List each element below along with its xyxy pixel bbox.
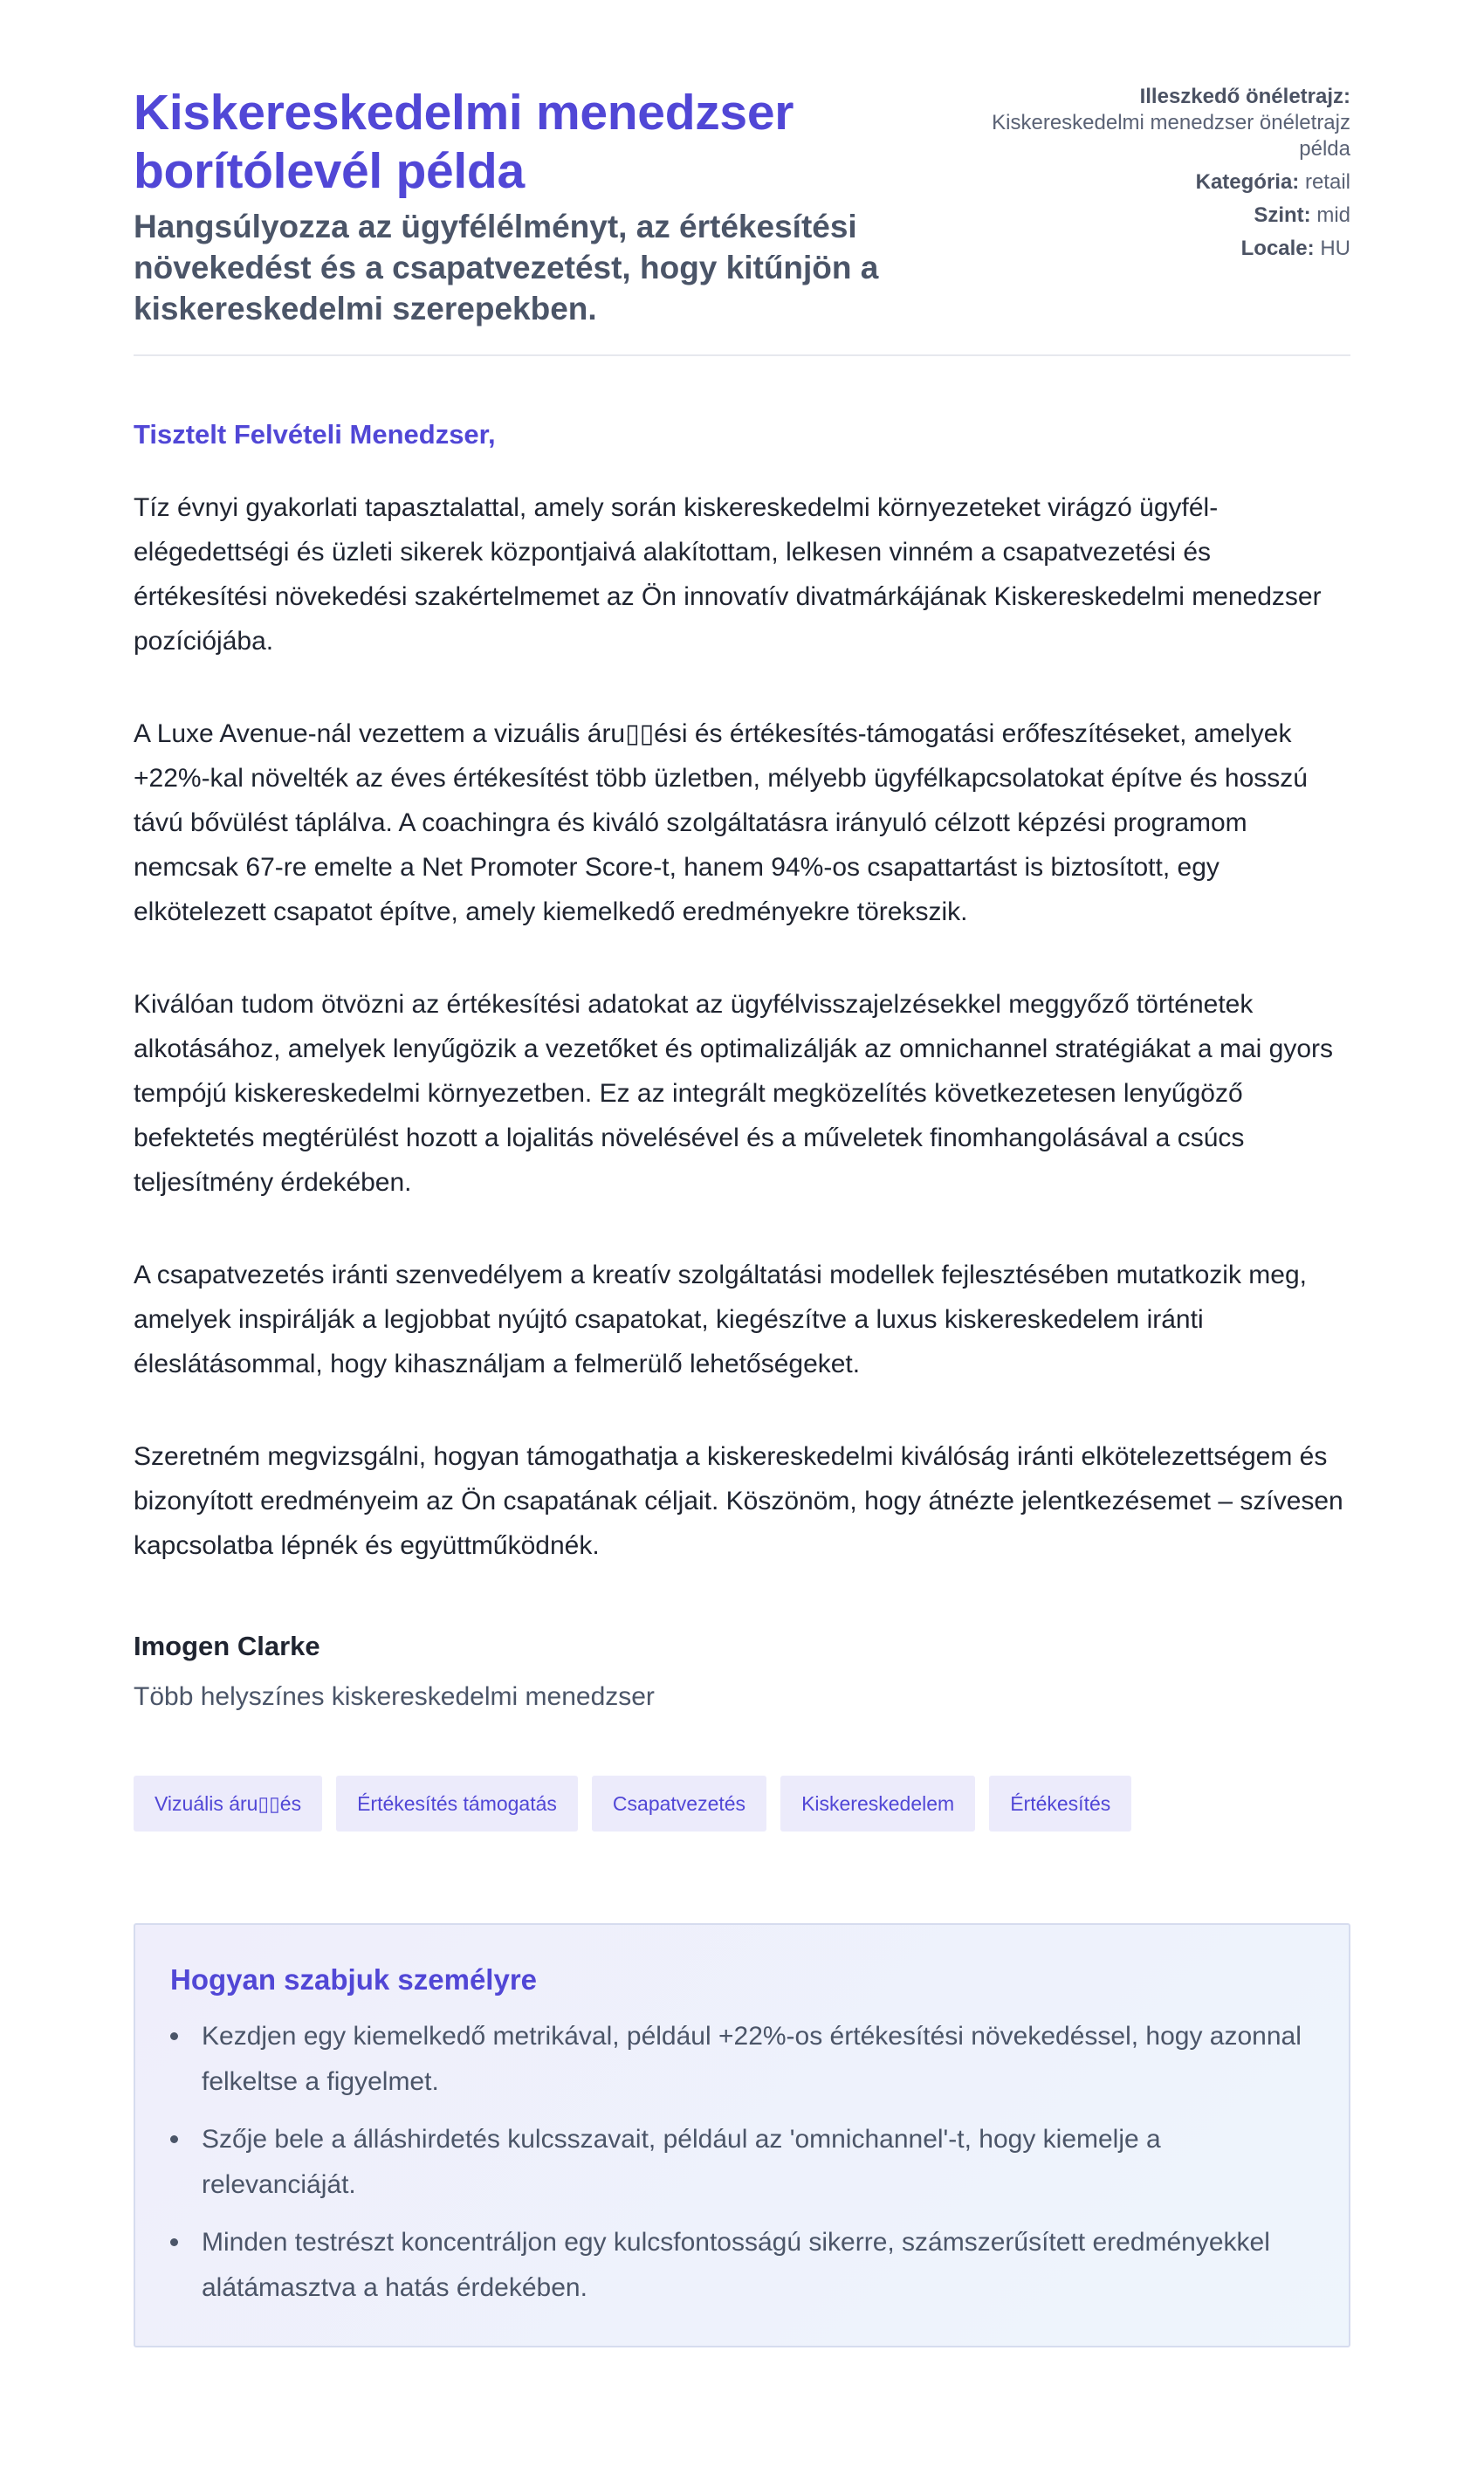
skill-tags [134, 1776, 1350, 1832]
meta-locale-value: HU [1320, 237, 1350, 260]
tip-text: Minden testrészt koncentráljon egy kulcsfontosságú sikerre, számszerűsített eredményekkel alátámasztva a hatás érdekében. [202, 2228, 1270, 2302]
letter-paragraph: Tíz évnyi gyakorlati tapasztalattal, amely során kiskereskedelmi környezeteket virágzó ügyfél-elégedettségi és üzleti sikerek központjaivá alakítottam, lelkesen vinném a csapatvezetési és értékesítési növekedési szakértelmemet az Ön innovatív divatmárkájának Kiskereskedelmi menedzser pozíciójába. [134, 493, 1322, 656]
skill-tag: Kiskereskedelem [780, 1776, 975, 1832]
signature-role: Több helyszínes kiskereskedelmi menedzser [134, 1682, 655, 1711]
page-subtitle: Hangsúlyozza az ügyfélélményt, az értékesítési növekedést és a csapatvezetést, hogy kitűnjön a kiskereskedelmi szerepekben. [134, 209, 879, 326]
tip-item [202, 2117, 1314, 2208]
meta-resume-value: Kiskereskedelmi menedzser önéletrajz példa [992, 111, 1350, 161]
tips-title: Hogyan szabjuk személyre [170, 1963, 538, 1996]
letter-paragraph: A csapatvezetés iránti szenvedélyem a kreatív szolgáltatási modellek fejlesztésében mutatkozik meg, amelyek inspirálják a legjobbat nyújtó csapatokat, kiegészítve a luxus kiskereskedelem iránti éleslátásommal, hogy kihasználjam a felmerülő lehetőségeket. [134, 1261, 1307, 1378]
signature-name: Imogen Clarke [134, 1631, 320, 1661]
meta-category-label: Kategória: [1195, 170, 1300, 194]
tip-item [202, 2014, 1314, 2105]
page-title: Kiskereskedelmi menedzser borítólevél példa [134, 85, 794, 199]
meta-locale-label: Locale: [1240, 237, 1315, 260]
meta-category [984, 169, 1350, 196]
meta-resume [984, 84, 1350, 162]
customization-tips [134, 1923, 1350, 2347]
bullet-icon [170, 2238, 178, 2246]
meta-level [984, 203, 1350, 229]
letter-paragraph: Kiválóan tudom ötvözni az értékesítési adatokat az ügyfélvisszajelzésekkel meggyőző történetek alkotásához, amelyek lenyűgözik a vezetőket és optimalizálják az omnichannel stratégiákat a mai gyors tempójú kiskereskedelmi környezetben. Ez az integrált megközelítés következetesen lenyűgöző befektetés megtérülést hozott a lojalitás növelésével és a műveletek finomhangolásával a csúcs teljesítmény érdekében. [134, 990, 1334, 1197]
tip-item [202, 2220, 1314, 2311]
meta-resume-label: Illeszkedő önéletrajz: [1139, 85, 1350, 108]
skill-tag: Csapatvezetés [592, 1776, 766, 1832]
bullet-icon [170, 2135, 178, 2143]
letter-paragraph: Szeretném megvizsgálni, hogyan támogathatja a kiskereskedelmi kiválóság iránti elkötelezettségem és bizonyított eredményeim az Ön csapatának céljait. Köszönöm, hogy átnézte jelentkezésemet – szívesen kapcsolatba lépnék és együttműködnék. [134, 1442, 1343, 1560]
meta-locale [984, 236, 1350, 262]
tips-list [170, 2014, 1314, 2311]
meta-category-value: retail [1304, 170, 1350, 194]
letter-salutation: Tisztelt Felvételi Menedzser, [134, 419, 496, 450]
page-header [134, 0, 1350, 356]
meta-level-label: Szint: [1254, 203, 1311, 227]
tip-text: Szője bele a álláshirdetés kulcsszavait, például az 'omnichannel'-t, hogy kiemelje a relevanciáját. [202, 2125, 1161, 2199]
skill-tag: Értékesítés támogatás [336, 1776, 578, 1832]
letter-body [134, 485, 1350, 1568]
skill-tag: Vizuális áru▯▯és [134, 1776, 322, 1832]
meta-level-value: mid [1316, 203, 1350, 227]
signature-block [134, 1629, 1350, 1715]
letter-paragraph: A Luxe Avenue-nál vezettem a vizuális áru▯▯ési és értékesítés-támogatási erőfeszítéseket, amelyek +22%-kal növelték az éves értékesítést több üzletben, mélyebb ügyfélkapcsolatokat építve és hosszú távú bővülést táplálva. A coachingra és kiváló szolgáltatásra irányuló célzott képzési programom nemcsak 67-re emelte a Net Promoter Score-t, hanem 94%-os csapattartást is biztosított, egy elkötelezett csapatot építve, amely kiemelkedő eredményekre törekszik. [134, 719, 1308, 926]
meta-panel [984, 84, 1350, 269]
bullet-icon [170, 2032, 178, 2040]
tip-text: Kezdjen egy kiemelkedő metrikával, például +22%-os értékesítési növekedéssel, hogy azonnal felkeltse a figyelmet. [202, 2022, 1302, 2096]
skill-tag: Értékesítés [989, 1776, 1131, 1832]
